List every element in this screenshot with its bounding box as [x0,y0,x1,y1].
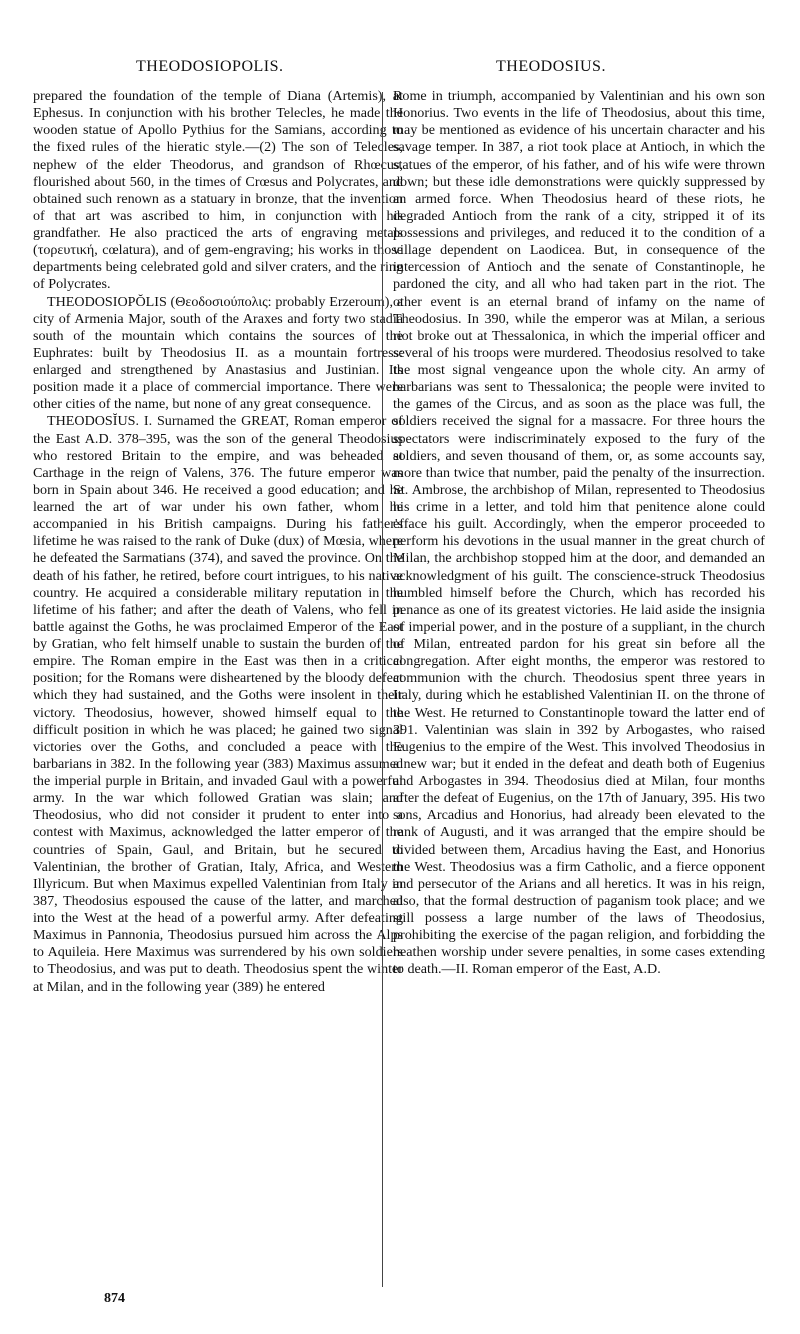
entry-theodosiopolis: THEODOSIOPŎLIS (Θεοδοσιούπολις: probably Erzeroum), a city of Armenia Major, south of the Araxes and forty two stadia south of the mountain which contains the sources of the Euphrates: built by Theodosius II. as a mountain fortress: enlarged and strengthened by Anastasius and Justinian. Its position made it a place of commercial importance. There were other cities of the name, but none of any great consequence. [33,293,403,413]
entry-theodorus-continued: prepared the foundation of the temple of Diana (Artemis), at Ephesus. In conjunction with his brother Telecles, he made the wooden statue of Apollo Pythius for the Samians, according to the fixed rules of the hieratic style.—(2) The son of Telecles, nephew of the elder Theodorus, and grandson of Rhœcus, flourished about 560, in the times of Crœsus and Polycrates, and obtained such renown as a statuary in bronze, that the invention of that art was ascribed to him, in conjunction with his grandfather. He also practiced the arts of engraving metals (τορευτική, cœlatura), and of gem-engraving; his works in those departments being celebrated gold and silver craters, and the ring of Polycrates. [33,88,403,293]
entry-theodosius: THEODOSĬUS. I. Surnamed the GREAT, Roman emperor of the East A.D. 378–395, was the son of the general Theodosius who restored Britain to the empire, and was beheaded at Carthage in the reign of Valens, 376. The future emperor was born in Spain about 346. He received a good education; and he learned the art of war under his own father, whom he accompanied in his British campaigns. During his father's lifetime he was raised to the rank of Duke (dux) of Mœsia, where he defeated the Sarmatians (374), and saved the province. On the death of his father, he retired, before court intrigues, to his native country. He acquired a considerable military reputation in the lifetime of his father; and after the death of Valens, who fell in battle against the Goths, he was proclaimed Emperor of the East by Gratian, who felt himself unable to sustain the burden of the empire. The Roman empire in the East was then in a critical position; for the Romans were disheartened by the bloody defeat which they had sustained, and the Goths were insolent in their victory. Theodosius, however, showed himself equal to the difficult position in which he was placed; he gained two signal victories over the Goths, and concluded a peace with the barbarians in 382. In the following year (383) Maximus assumed the imperial purple in Britain, and invaded Gaul with a powerful army. In the war which followed Gratian was slain; and Theodosius, who did not consider it prudent to enter into a contest with Maximus, acknowledged the latter emperor of the countries of Spain, Gaul, and Britain, but he secured to Valentinian, the brother of Gratian, Italy, Africa, and Western Illyricum. But when Maximus expelled Valentinian from Italy in 387, Theodosius espoused the cause of the latter, and marched into the West at the head of a powerful army. After defeating Maximus in Pannonia, Theodosius pursued him across the Alps to Aquileia. Here Maximus was surrendered by his own soldiers to Theodosius, and was put to death. Theodosius spent the winter at Milan, and in the following year (389) he entered [33,413,403,995]
entry-theodosius-continued: Rome in triumph, accompanied by Valentinian and his own son Honorius. Two events in the life of Theodosius, about this time, may be mentioned as evidence of his uncertain character and his savage temper. In 387, a riot took place at Antioch, in which the statues of the emperor, of his father, and of his wife were thrown down; but these idle demonstrations were quickly suppressed by an armed force. When Theodosius heard of these riots, he degraded Antioch from the rank of a city, stripped it of its possessions and privileges, and reduced it to the condition of a village dependent on Laodicea. But, in consequence of the intercession of Antioch and the senate of Constantinople, he pardoned the city, and all who had taken part in the riot. The other event is an eternal brand of infamy on the name of Theodosius. In 390, while the emperor was at Milan, a serious riot broke out at Thessalonica, in which the imperial officer and several of his troops were murdered. Theodosius resolved to take the most signal vengeance upon the whole city. An army of barbarians was sent to Thessalonica; the people were invited to the games of the Circus, and as soon as the place was full, the soldiers received the signal for a massacre. For three hours the spectators were indiscriminately exposed to the fury of the soldiers, and seven thousand of them, or, as some accounts say, more than twice that number, paid the penalty of the insurrection. St. Ambrose, the archbishop of Milan, represented to Theodosius his crime in a letter, and told him that penitence alone could efface his guilt. Accordingly, when the emperor proceeded to perform his devotions in the usual manner in the great church of Milan, the archbishop stopped him at the door, and demanded an acknowledgment of his guilt. The conscience-struck Theodosius humbled himself before the Church, which has recorded his penance as one of its greatest victories. He laid aside the insignia of imperial power, and in the posture of a suppliant, in the church of Milan, entreated pardon for his great sin before all the congregation. After eight months, the emperor was restored to communion with the church. Theodosius spent three years in Italy, during which he established Valentinian II. on the throne of the West. He returned to Constantinople toward the latter end of 391. Valentinian was slain in 392 by Arbogastes, who raised Eugenius to the empire of the West. This involved Theodosius in a new war; but it ended in the defeat and death both of Eugenius and Arbogastes in 394. Theodosius died at Milan, four months after the defeat of Eugenius, on the 17th of January, 395. His two sons, Arcadius and Honorius, had already been elevated to the rank of Augusti, and it was arranged that the empire should be divided between them, Arcadius having the East, and Honorius the West. Theodosius was a firm Catholic, and a fierce opponent and persecutor of the Arians and all heretics. It was in his reign, also, that the formal destruction of paganism took place; and we still possess a large number of the laws of Theodosius, prohibiting the exercise of the pagan religion, and forbidding the heathen worship under severe penalties, in some cases extending to death.—II. Roman emperor of the East, A.D. [393,88,765,978]
page-number: 874 [104,1291,125,1306]
running-header-left: THEODOSIOPOLIS. [136,58,284,75]
running-header-right: THEODOSIUS. [496,58,606,75]
left-column [33,88,403,996]
column-divider [382,92,383,1287]
right-column [393,88,765,979]
